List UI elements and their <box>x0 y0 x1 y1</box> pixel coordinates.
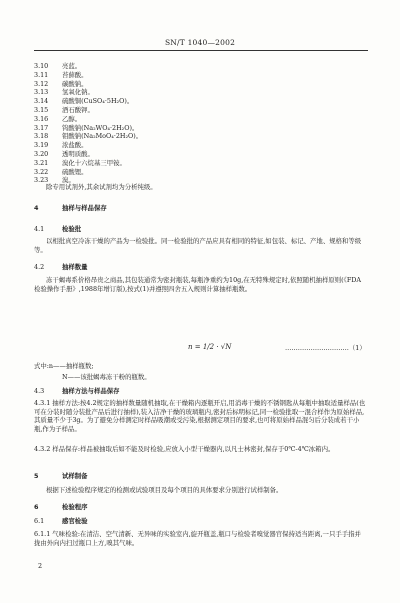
section-5-text: 根据下述检验程序规定的检测或试验项目及每个项目的具体要求分别进行试样制备。 <box>46 486 283 494</box>
reagent-item <box>34 168 88 176</box>
section-4-1-text: 以相批真空冷冻干燥的产品为一检验批。同一检验批的产品应具有相同的特征,如包装、标记、产地、规格和等级等。 <box>34 237 362 254</box>
reagent-number: 3.22 <box>34 167 49 176</box>
reagent-number: 3.11 <box>34 70 49 79</box>
reagent-name: 溴。 <box>62 176 75 185</box>
page-number: 2 <box>38 562 43 570</box>
reagent-name: 氢氧化钠。 <box>62 88 94 97</box>
reagent-number: 3.16 <box>34 114 49 123</box>
reagent-number: 3.12 <box>34 79 49 88</box>
reagent-item <box>34 132 142 140</box>
reagent-item <box>34 115 81 123</box>
section-4-3-1-text: 4.3.1 抽样方法:按4.2规定的抽样数量随机抽取,在干燥箱内逐瓶开启,用消毒干燥的不锈钢匙从每瓶中抽取适量样品(也可在分装时随分装批产品后进行抽样),装入洁净干燥的玻璃瓶内,密封后标明标记,同一检验批取一混合样作为原始样品,其质量不少于3g。为了避免分样测定时样品吸潮或受污染,根据测定项目的要求,也可将原始样品混匀后分装成若干小瓶,作为子样品。 <box>34 399 366 433</box>
reagent-number: 3.19 <box>34 141 49 150</box>
section-4-2-heading: 4.2 抽样数量 <box>34 263 88 271</box>
reagent-item <box>34 159 126 167</box>
reagent-name: 亮蓝。 <box>62 62 82 70</box>
reagent-item <box>34 150 94 158</box>
section-6-1-1-text: 6.1.1 气味检验:在清洁、空气清新、无异味的实验室内,旋开瓶盖,瓶口与检验者嗅觉器官保持适当距离,一只手手指并拢由外向内扫过瓶口上方,嗅其气味。 <box>34 530 361 547</box>
section-4-2-text: 冻干蝎毒系价格昂贵之商品,其包装通常为密封瓶装,每瓶净重约为10g,在无特殊规定时,依照随机抽样原则(《FDA检验操作手册》,1988年增订版),按式(1)并遵照四舍五入规则计算抽样瓶数。 <box>34 276 362 293</box>
section-6-1-heading: 6.1 感官检验 <box>34 517 88 525</box>
section-6-heading: 6 检验程序 <box>34 503 88 511</box>
reagent-item <box>34 141 88 149</box>
reagent-name: 浓盐酸。 <box>62 141 88 150</box>
reagent-number: 3.10 <box>34 62 49 70</box>
header-rule <box>34 50 368 51</box>
reagent-name: 溴化十六烷基三甲铵。 <box>62 158 126 167</box>
reagent-item <box>34 88 94 96</box>
reagent-number: 3.13 <box>34 88 49 97</box>
where-line-1: 式中:n——抽样瓶数; <box>34 362 94 370</box>
reagent-name: 酒石酸钾。 <box>62 106 94 114</box>
reagent-number: 3.23 <box>34 176 49 185</box>
reagent-number: 3.20 <box>34 150 49 158</box>
reagent-item <box>34 97 133 105</box>
section-4-1-heading: 4.1 检验批 <box>34 225 82 233</box>
reagent-item <box>34 62 81 70</box>
reagent-number: 3.15 <box>34 106 49 114</box>
reagent-item <box>34 106 94 114</box>
section-5-heading: 5 试样制备 <box>34 472 88 480</box>
reagent-name: 钨酸钠(Na₂WO₄·2H₂O)。 <box>62 123 139 132</box>
standard-header: SN/T 1040—2002 <box>164 38 236 47</box>
reagent-number: 3.21 <box>34 158 49 167</box>
reagent-name: 透明质酸。 <box>62 150 94 158</box>
equation-number: …………………………（1） <box>285 344 366 352</box>
reagent-name: 钼酸钠(Na₂MoO₄·2H₂O)。 <box>62 132 143 141</box>
reagent-number: 3.17 <box>34 123 49 132</box>
reagent-name: 碳酸钠。 <box>62 79 88 88</box>
reagent-name: 苔藓酸。 <box>62 70 88 79</box>
reagent-item <box>34 124 138 132</box>
section-4-3-heading: 4.3 抽样方法与样品保存 <box>34 387 120 395</box>
reagent-name: 硫酸铜(CuSO₄·5H₂O)。 <box>62 97 134 106</box>
sampling-formula: n = 1/2 · √N <box>188 343 232 351</box>
reagent-number: 3.18 <box>34 132 49 141</box>
reagent-item <box>34 71 88 79</box>
reagent-name: 乙醇。 <box>62 114 82 123</box>
section-4-3-2-text: 4.3.2 样品保存:样品被抽取后如不能及时检验,应放入小型干燥器内,以凡士林密封,保存于0℃-4℃冰箱内。 <box>34 445 335 453</box>
where-line-2: N——该批蝎毒冻干粉的瓶数。 <box>62 373 151 381</box>
reagent-name: 硫酸锂。 <box>62 167 88 176</box>
reagent-note: 除专用试剂外,其余试剂均为分析纯级。 <box>46 183 157 191</box>
reagent-number: 3.14 <box>34 97 49 106</box>
section-4-heading: 4 抽样与样品保存 <box>34 204 107 212</box>
reagent-item <box>34 80 88 88</box>
